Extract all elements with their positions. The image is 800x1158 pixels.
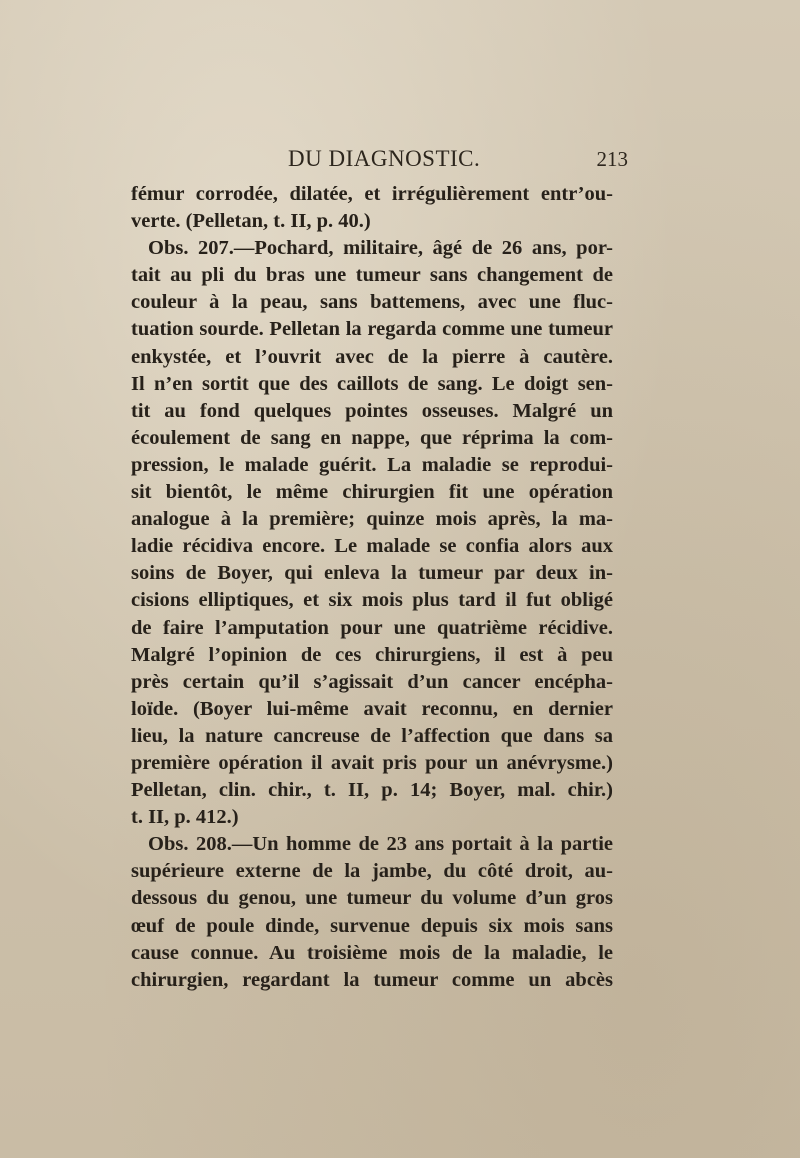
text-line: fémur corrodée, dilatée, et irrégulièrement entr’ou- (131, 183, 613, 205)
text-line: Obs. 208.—Un homme de 23 ans portait à la partie (148, 833, 613, 856)
text-line: sit bientôt, le même chirurgien fit une opération (131, 481, 613, 504)
text-line: Obs. 207.—Pochard, militaire, âgé de 26 ans, por- (148, 237, 613, 260)
text-line: de faire l’amputation pour une quatrième récidive. (131, 616, 613, 639)
text-line: œuf de poule dinde, survenue depuis six mois sans (131, 914, 613, 937)
text-line: Il n’en sortit que des caillots de sang. Le doigt sen- (131, 372, 613, 395)
text-line: analogue à la première; quinze mois après, la ma- (131, 508, 613, 531)
text-line: Malgré l’opinion de ces chirurgiens, il est à peu (131, 643, 613, 666)
text-line: cisions elliptiques, et six mois plus tard il fut obligé (131, 589, 613, 612)
text-line: écoulement de sang en nappe, que réprima la com- (131, 426, 613, 449)
page-number: 213 (596, 147, 628, 171)
text-line: chirurgien, regardant la tumeur comme un abcès (131, 968, 613, 991)
running-head: DU DIAGNOSTIC. (288, 146, 481, 171)
text-line: t. II, p. 412.) (131, 806, 239, 829)
text-line: enkystée, et l’ouvrit avec de la pierre à cautère. (131, 345, 613, 368)
text-line: pression, le malade guérit. La maladie se reprodui- (131, 453, 613, 476)
text-line: première opération il avait pris pour un anévrysme.) (131, 751, 613, 774)
text-line: près certain qu’il s’agissait d’un cancer encépha- (131, 670, 613, 693)
text-line: cause connue. Au troisième mois de la maladie, le (131, 941, 613, 964)
text-line: tuation sourde. Pelletan la regarda comme une tumeur (131, 318, 613, 341)
text-line: dessous du genou, une tumeur du volume d’un gros (131, 887, 613, 910)
text-line: supérieure externe de la jambe, du côté droit, au- (131, 860, 613, 883)
text-line: soins de Boyer, qui enleva la tumeur par deux in- (131, 562, 613, 585)
text-line: couleur à la peau, sans battemens, avec une fluc- (131, 291, 613, 314)
text-line: tit au fond quelques pointes osseuses. Malgré un (131, 399, 613, 422)
text-line: verte. (Pelletan, t. II, p. 40.) (131, 210, 371, 233)
text-line: ladie récidiva encore. Le malade se confia alors aux (131, 535, 613, 558)
text-line: Pelletan, clin. chir., t. II, p. 14; Boyer, mal. chir.) (131, 779, 613, 802)
text-line: lieu, la nature cancreuse de l’affection que dans sa (131, 724, 613, 747)
page-header (288, 146, 628, 178)
body-text (131, 181, 613, 994)
text-line: tait au pli du bras une tumeur sans changement de (131, 264, 613, 287)
text-line: loïde. (Boyer lui-même avait reconnu, en dernier (131, 697, 613, 720)
